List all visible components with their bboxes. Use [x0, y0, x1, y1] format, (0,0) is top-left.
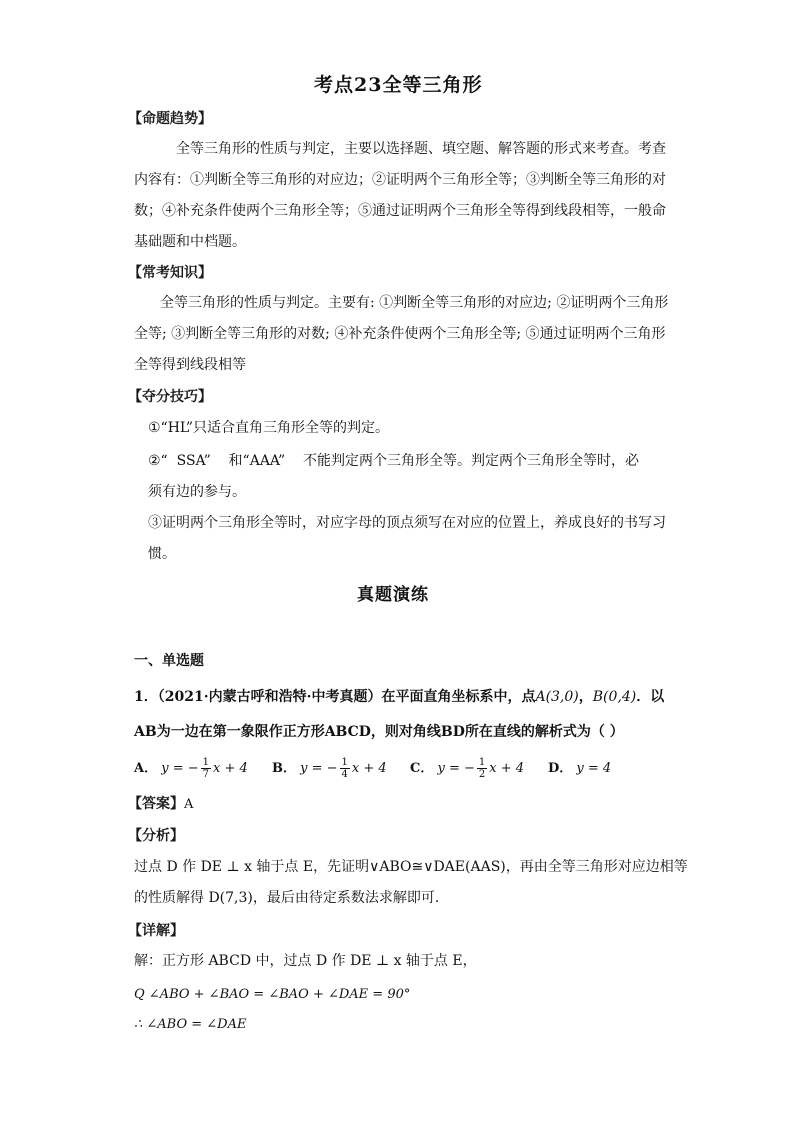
option-a[interactable]: [134, 757, 248, 780]
option-a-den: 7: [202, 769, 210, 780]
option-a-label: A．: [134, 761, 158, 776]
detail-line-1: 解：正方形 ABCD 中，过点 D 作 DE ⊥ x 轴于点 E，: [134, 953, 477, 969]
tips-line-3: 须有边的参与。: [148, 484, 246, 500]
tips-line-4: ③证明两个三角形全等时，对应字母的顶点须写在对应的位置上，养成良好的书写习: [148, 515, 666, 531]
option-c[interactable]: [410, 757, 524, 780]
option-d-label: D．: [548, 761, 573, 776]
option-b-tail: x + 4: [351, 761, 387, 776]
question-prefix: 1．（2021·内蒙古呼和浩特·中考真题）在平面直角坐标系中，点: [134, 689, 536, 705]
trend-line-3: 数；④补充条件使两个三角形全等；⑤通过证明两个三角形全等得到线段相等，一般命: [134, 203, 666, 219]
option-c-num: 1: [478, 757, 486, 768]
answer-heading: 【答案】: [128, 796, 184, 812]
tips-heading: 【夺分技巧】: [128, 389, 212, 405]
knowledge-line-1: 全等三角形的性质与判定。主要有: ①判断全等三角形的对应边; ②证明两个三角形: [160, 295, 669, 311]
question-sep: ，: [578, 689, 593, 705]
option-c-fraction: [477, 757, 487, 780]
option-c-label: C．: [410, 761, 434, 776]
knowledge-line-2: 全等; ③判断全等三角形的对数; ④补充条件使两个三角形全等; ⑤通过证明两个三角形: [134, 326, 666, 342]
option-a-fraction: [201, 757, 211, 780]
detail-line-2: Q ∠ABO + ∠BAO = ∠BAO + ∠DAE = 90°: [134, 987, 411, 1002]
knowledge-heading: 【常考知识】: [128, 265, 212, 281]
analysis-line-2: 的性质解得 D(7,3)，最后由待定系数法求解即可．: [134, 890, 449, 906]
page-title: 考点23全等三角形: [314, 74, 483, 96]
tips-line-5: 惯。: [148, 546, 176, 562]
option-b-lead: y = −: [300, 761, 338, 776]
option-b-fraction: [340, 757, 350, 780]
option-a-lead: y = −: [161, 761, 199, 776]
knowledge-line-3: 全等得到线段相等: [134, 357, 246, 373]
answer-line: [128, 793, 193, 813]
option-c-tail: x + 4: [489, 761, 525, 776]
trend-line-2: 内容有：①判断全等三角形的对应边；②证明两个三角形全等；③判断全等三角形的对: [134, 172, 666, 188]
option-b-label: B．: [272, 761, 296, 776]
analysis-heading: 【分析】: [128, 828, 184, 844]
option-c-den: 2: [478, 769, 486, 780]
tips-line-1: ①“HL”只适合直角三角形全等的判定。: [148, 420, 390, 436]
option-a-tail: x + 4: [213, 761, 248, 776]
detail-line-3: ∴ ∠ABO = ∠DAE: [134, 1017, 247, 1032]
option-d-lead: y = 4: [576, 761, 612, 776]
question-line-1: [134, 686, 664, 706]
point-b: B(0,4): [592, 689, 637, 705]
practice-title: 真题演练: [357, 585, 429, 605]
point-a: A(3,0): [535, 689, 579, 705]
trend-heading: 【命题趋势】: [128, 111, 212, 127]
option-c-lead: y = −: [437, 761, 475, 776]
question-line-2: AB为一边在第一象限作正方形ABCD，则对角线BD所在直线的解析式为（ ）: [134, 724, 624, 740]
trend-line-1: 全等三角形的性质与判定，主要以选择题、填空题、解答题的形式来考查。考查: [176, 141, 666, 157]
question-suffix: ．以: [636, 689, 665, 705]
option-b[interactable]: [272, 757, 387, 780]
option-a-num: 1: [202, 757, 210, 768]
analysis-line-1: 过点 D 作 DE ⊥ x 轴于点 E，先证明∨ABO≅∨DAE(AAS)，再由全等三角形对应边相等: [134, 859, 688, 875]
option-b-num: 1: [341, 757, 348, 768]
answer-value: A: [184, 797, 194, 812]
option-b-den: 4: [341, 769, 348, 780]
tips-line-2: ②“ SSA” 和“AAA” 不能判定两个三角形全等。判定两个三角形全等时，必: [148, 453, 639, 469]
detail-heading: 【详解】: [128, 923, 184, 939]
part-title: 一、单选题: [134, 653, 204, 669]
option-d[interactable]: [548, 757, 611, 776]
trend-line-4: 基础题和中档题。: [134, 234, 246, 250]
